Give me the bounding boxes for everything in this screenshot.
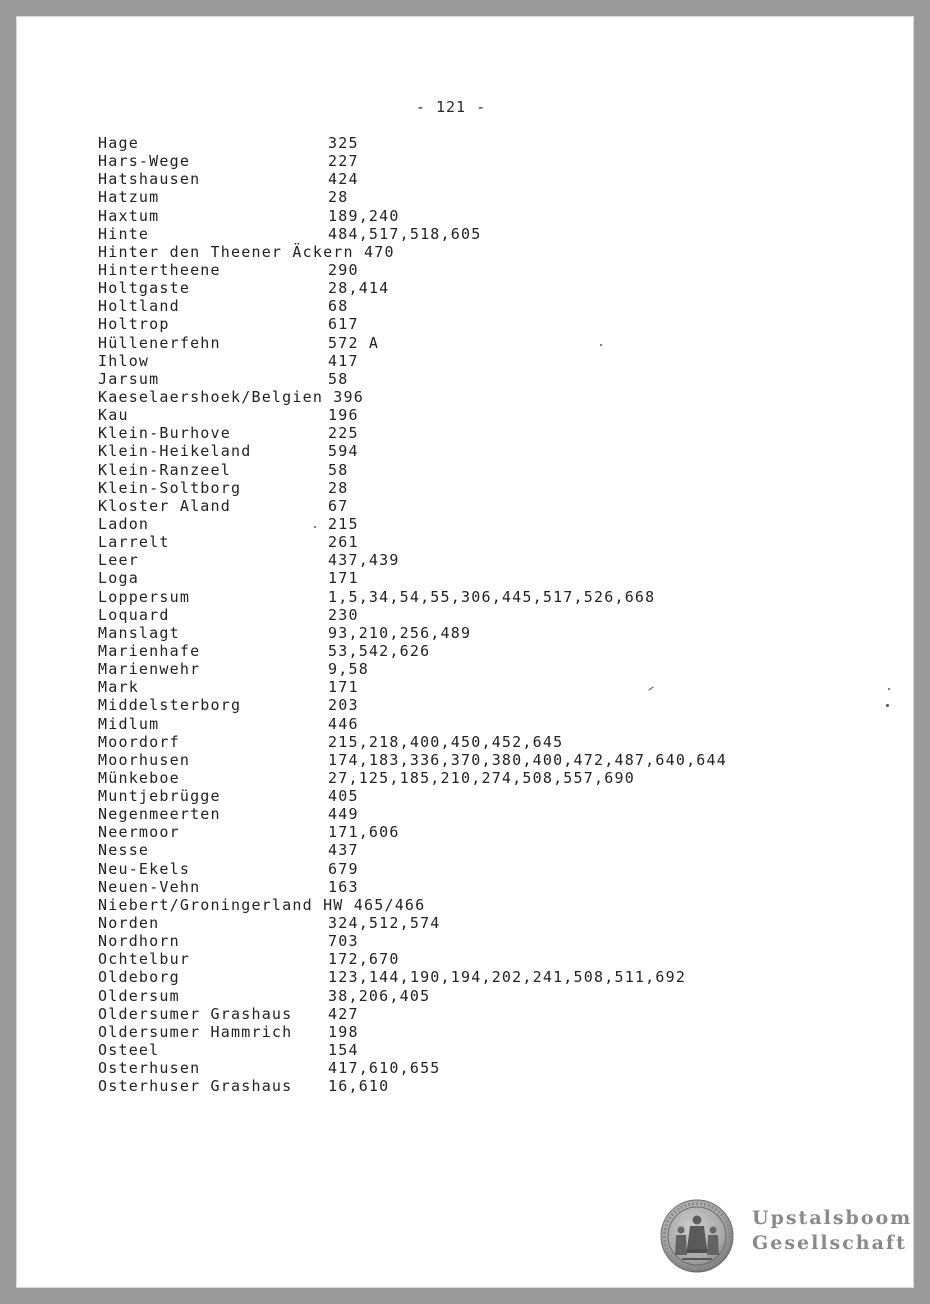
page-references: 163 <box>328 877 359 896</box>
page-references: 446 <box>328 714 359 733</box>
page-references: 594 <box>328 442 359 461</box>
page-references: 171,606 <box>328 823 400 842</box>
place-name: Ochtelbur <box>98 950 191 969</box>
page-references: 449 <box>328 805 359 824</box>
index-row <box>98 715 858 733</box>
place-name: Hars-Wege <box>98 152 191 171</box>
place-name: Klein-Burhove <box>98 424 231 443</box>
page-references: 67 <box>328 496 349 515</box>
place-name: Hatshausen <box>98 170 201 189</box>
place-name: Kau <box>98 406 129 425</box>
seal-icon <box>660 1199 734 1273</box>
page-references: 196 <box>328 406 359 425</box>
index-row <box>98 860 858 878</box>
place-name: Oldersum <box>98 986 180 1005</box>
page-references: 572 A <box>328 333 380 352</box>
page-references: 28,414 <box>328 279 390 298</box>
index-row <box>98 315 858 333</box>
index-row <box>98 769 858 787</box>
index-row <box>98 1005 858 1023</box>
place-name: Nesse <box>98 841 150 860</box>
place-name: Manslagt <box>98 623 180 642</box>
place-name: Hüllenerfehn <box>98 333 221 352</box>
index-row <box>98 950 858 968</box>
page-references: 174,183,336,370,380,400,472,487,640,644 <box>328 750 727 769</box>
page-references: 230 <box>328 605 359 624</box>
scan-speck <box>314 526 316 528</box>
page-references: 93,210,256,489 <box>328 623 472 642</box>
page-references: 227 <box>328 152 359 171</box>
index-row <box>98 461 858 479</box>
logo-text-line-2: Gesellschaft <box>752 1232 907 1254</box>
index-row <box>98 823 858 841</box>
index-row <box>98 134 858 152</box>
page-references: 171 <box>328 569 359 588</box>
place-name: Moorhusen <box>98 750 191 769</box>
page-references: 417 <box>328 351 359 370</box>
page-references: 16,610 <box>328 1077 390 1096</box>
place-name: Neuen-Vehn <box>98 877 201 896</box>
place-name: Loga <box>98 569 139 588</box>
page-references: 58 <box>328 460 349 479</box>
page-references: 172,670 <box>328 950 400 969</box>
index-row <box>98 1077 858 1095</box>
index-row <box>98 987 858 1005</box>
page-references: 324,512,574 <box>328 914 441 933</box>
place-name: Muntjebrügge <box>98 787 221 806</box>
page-references: 28 <box>328 188 349 207</box>
index-row <box>98 914 858 932</box>
place-name: Larrelt <box>98 533 170 552</box>
place-name: Marienwehr <box>98 660 201 679</box>
place-name: Haxtum <box>98 206 160 225</box>
place-name: Loquard <box>98 605 170 624</box>
place-name: Marienhafe <box>98 641 201 660</box>
index-row <box>98 515 858 533</box>
index-row <box>98 297 858 315</box>
index-row <box>98 225 858 243</box>
index-row <box>98 751 858 769</box>
place-name: Osterhuser Grashaus <box>98 1077 293 1096</box>
page-references: 437 <box>328 841 359 860</box>
place-name: Nordhorn <box>98 932 180 951</box>
place-name: Leer <box>98 551 139 570</box>
scan-speck <box>886 704 889 707</box>
index-row <box>98 424 858 442</box>
index-row <box>98 678 858 696</box>
page-references: 617 <box>328 315 359 334</box>
index-row <box>98 243 858 261</box>
page-references: 198 <box>328 1022 359 1041</box>
page-references: 424 <box>328 170 359 189</box>
page-references: 203 <box>328 696 359 715</box>
index-row <box>98 932 858 950</box>
index-row <box>98 261 858 279</box>
place-name: Moordorf <box>98 732 180 751</box>
place-name: Oldersumer Grashaus <box>98 1004 293 1023</box>
place-name: Oldersumer Hammrich <box>98 1022 293 1041</box>
place-name: Klein-Soltborg <box>98 478 242 497</box>
place-index-list <box>98 134 858 1095</box>
place-name: Middelsterborg <box>98 696 242 715</box>
page-references: 437,439 <box>328 551 400 570</box>
place-name: Neu-Ekels <box>98 859 191 878</box>
page-references: 703 <box>328 932 359 951</box>
place-name: Kaeselaershoek/Belgien 396 <box>98 387 364 406</box>
place-name: Norden <box>98 914 160 933</box>
scan-speck <box>888 688 890 690</box>
index-row <box>98 841 858 859</box>
page-references: 123,144,190,194,202,241,508,511,692 <box>328 968 687 987</box>
index-row <box>98 370 858 388</box>
index-row <box>98 896 858 914</box>
place-name: Münkeboe <box>98 768 180 787</box>
index-row <box>98 733 858 751</box>
page-references: 325 <box>328 134 359 152</box>
place-name: Hage <box>98 134 139 152</box>
upstalsboom-logo <box>660 1199 913 1275</box>
page-references: 68 <box>328 297 349 316</box>
page-references: 215,218,400,450,452,645 <box>328 732 564 751</box>
place-name: Loppersum <box>98 587 191 606</box>
index-row <box>98 968 858 986</box>
page-references: 427 <box>328 1004 359 1023</box>
page-references: 58 <box>328 369 349 388</box>
index-row <box>98 152 858 170</box>
index-row <box>98 878 858 896</box>
place-name: Kloster Aland <box>98 496 231 515</box>
place-name: Hintertheene <box>98 260 221 279</box>
page-references: 53,542,626 <box>328 641 431 660</box>
place-name: Ihlow <box>98 351 150 370</box>
page-references: 215 <box>328 514 359 533</box>
place-name: Mark <box>98 678 139 697</box>
page-references: 28 <box>328 478 349 497</box>
place-name: Ladon <box>98 514 150 533</box>
place-name: Neermoor <box>98 823 180 842</box>
index-row <box>98 388 858 406</box>
index-row <box>98 533 858 551</box>
page-references: 261 <box>328 533 359 552</box>
index-row <box>98 606 858 624</box>
page-references: 9,58 <box>328 660 369 679</box>
index-row <box>98 1023 858 1041</box>
page-references: 38,206,405 <box>328 986 431 1005</box>
page-references: 679 <box>328 859 359 878</box>
index-row <box>98 569 858 587</box>
index-row <box>98 334 858 352</box>
index-row <box>98 1041 858 1059</box>
page-references: 225 <box>328 424 359 443</box>
index-row <box>98 170 858 188</box>
place-name: Hinte <box>98 224 150 243</box>
index-row <box>98 588 858 606</box>
page-references: 171 <box>328 678 359 697</box>
place-name: Osterhusen <box>98 1059 201 1078</box>
place-name: Midlum <box>98 714 160 733</box>
index-row <box>98 660 858 678</box>
place-name: Niebert/Groningerland HW 465/466 <box>98 895 426 914</box>
index-row <box>98 479 858 497</box>
index-row <box>98 188 858 206</box>
index-row <box>98 352 858 370</box>
place-name: Holtrop <box>98 315 170 334</box>
index-row <box>98 406 858 424</box>
place-name: Holtland <box>98 297 180 316</box>
place-name: Osteel <box>98 1041 160 1060</box>
page-references: 405 <box>328 787 359 806</box>
index-row <box>98 805 858 823</box>
page-references: 417,610,655 <box>328 1059 441 1078</box>
page-references: 484,517,518,605 <box>328 224 482 243</box>
page-references: 27,125,185,210,274,508,557,690 <box>328 768 635 787</box>
place-name: Holtgaste <box>98 279 191 298</box>
page-references: 1,5,34,54,55,306,445,517,526,668 <box>328 587 656 606</box>
document-page <box>16 16 914 1288</box>
index-row <box>98 787 858 805</box>
place-name: Oldeborg <box>98 968 180 987</box>
page-number: - 121 - <box>415 98 487 116</box>
index-row <box>98 1059 858 1077</box>
page-references: 290 <box>328 260 359 279</box>
index-row <box>98 696 858 714</box>
index-row <box>98 551 858 569</box>
index-row <box>98 207 858 225</box>
place-name: Klein-Heikeland <box>98 442 252 461</box>
page-references: 189,240 <box>328 206 400 225</box>
index-row <box>98 442 858 460</box>
index-row <box>98 624 858 642</box>
place-name: Jarsum <box>98 369 160 388</box>
place-name: Klein-Ranzeel <box>98 460 231 479</box>
place-name: Hinter den Theener Äckern 470 <box>98 242 395 261</box>
page-references: 154 <box>328 1041 359 1060</box>
logo-text-line-1: Upstalsboom <box>752 1207 913 1229</box>
scan-speck <box>600 344 602 346</box>
index-row <box>98 497 858 515</box>
place-name: Hatzum <box>98 188 160 207</box>
index-row <box>98 642 858 660</box>
place-name: Negenmeerten <box>98 805 221 824</box>
index-row <box>98 279 858 297</box>
